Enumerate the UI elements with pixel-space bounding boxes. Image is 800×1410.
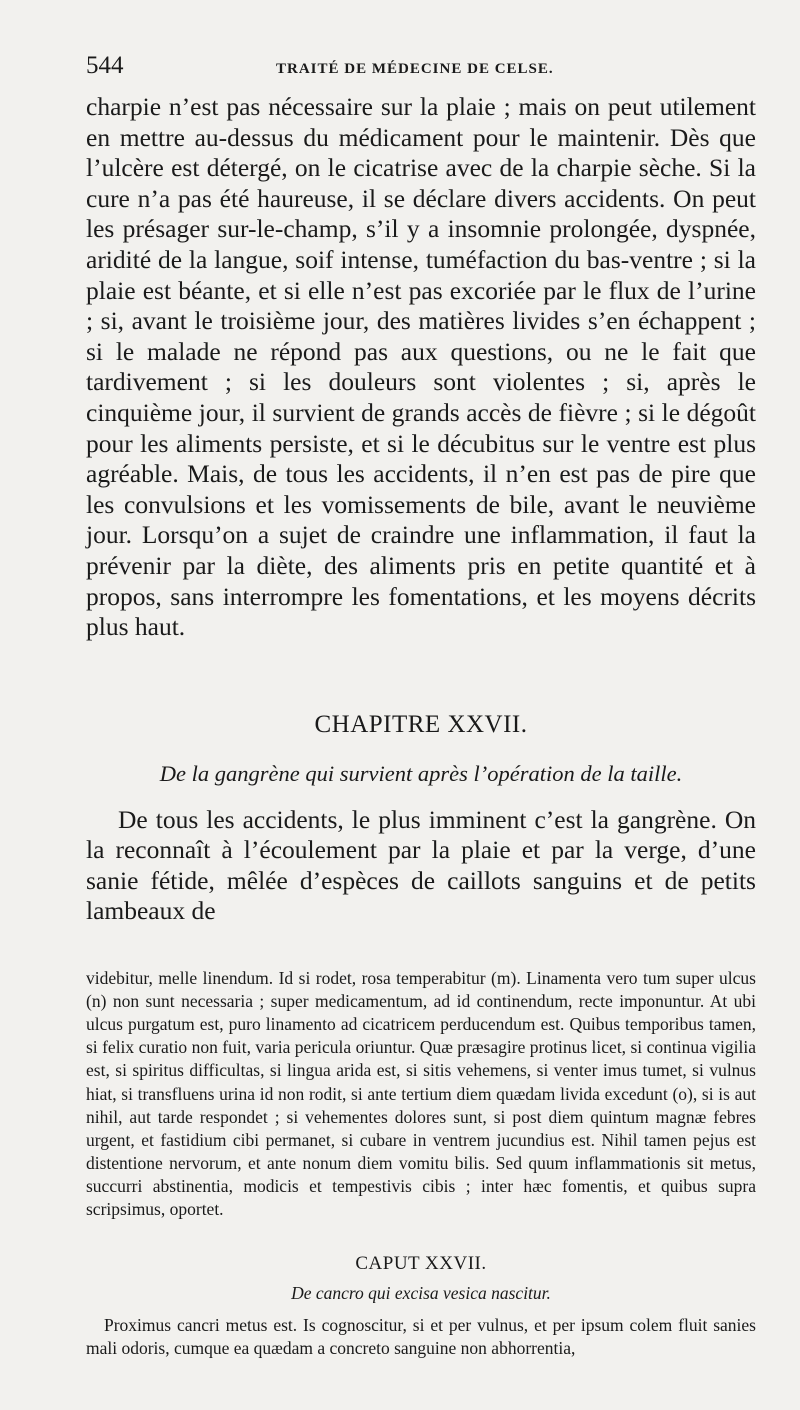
chapter-subtitle: De la gangrène qui survient après l’opération de la taille.: [159, 760, 683, 786]
page-header: [86, 52, 756, 92]
french-paragraph-2: De tous les accidents, le plus imminent c’est la gangrène. On la reconnaît à l’écoulement par la plaie et par la verge, d’une sanie fétide, mêlée d’espèces de caillots sanguins et de petits lambeaux de: [86, 804, 756, 926]
latin-chapter-subtitle: De cancro qui excisa vesica nascitur.: [291, 1283, 551, 1304]
page-number: 544: [86, 52, 124, 79]
running-title: TRAITÉ DE MÉDECINE DE CELSE.: [276, 61, 554, 77]
french-paragraph-1: charpie n’est pas nécessaire sur la plaie ; mais on peut utilement en mettre au-dessus du médicament pour le maintenir. Dès que l’ulcère est détergé, on le cicatrise avec de la charpie sèche. Si la cure n’a pas été haureuse, il se déclare divers accidents. On peut les présager sur-le-champ, s’il y a insomnie prolongée, dyspnée, aridité de la langue, soif intense, tuméfaction du bas-ventre ; si la plaie est béante, et si elle n’est pas excoriée par le flux de l’urine ; si, avant le troisième jour, des matières livides s’en échappent ; si le malade ne répond pas aux questions, ou ne le fait que tardivement ; si les douleurs sont violentes ; si, après le cinquième jour, il survient de grands accès de fièvre ; si le dégoût pour les aliments persiste, et si le décubitus sur le ventre est plus agréable. Mais, de tous les accidents, il n’en est pas de pire que les convulsions et les vomissements de bile, avant le neuvième jour. Lorsqu’on a sujet de craindre une inflammation, il faut la prévenir par la diète, des aliments pris en petite quantité et à propos, sans interrompre les fomentations, et les moyens décrits plus haut.: [86, 92, 756, 642]
french-text: [86, 92, 756, 927]
latin-paragraph-2: Proximus cancri metus est. Is cognoscitur, si et per vulnus, et per ipsum colem fluit sanies mali odoris, cumque ea quædam a concreto sanguine non abhorrentia,: [86, 1315, 756, 1359]
latin-chapter-title: CAPUT XXVII.: [355, 1253, 487, 1275]
chapter-title: CHAPITRE XXVII.: [314, 710, 528, 738]
latin-text: [86, 967, 756, 1360]
latin-paragraph-1: videbitur, melle linendum. Id si rodet, rosa temperabitur (m). Linamenta vero tum super ulcus (n) non sunt necessaria ; super medicamentum, ad id continendum, recte imponuntur. At ubi ulcus purgatum est, puro linamento ad cicatricem perducendum est. Quibus temporibus tamen, si felix curatio non fuit, varia pericula oriuntur. Quæ præsagire protinus licet, si continua vigilia est, si spiritus difficultas, si lingua arida est, si sitis vehemens, si venter imus tumet, si vulnus hiat, si transfluens urina id non rodit, si ante tertium diem quædam livida excedunt (o), si is aut nihil, aut tarde respondet ; si vehementes dolores sunt, si post diem quintum magnæ febres urgent, et fastidium cibi permanet, si cubare in ventrem jucundius est. Nihil tamen pejus est distentione nervorum, et ante nonum diem vomitu bilis. Sed quum inflammationis sit metus, succurri abstinentia, modicis et tempestivis cibis ; inter hæc fomentis, et quibus supra scripsimus, oportet.: [86, 968, 756, 1219]
